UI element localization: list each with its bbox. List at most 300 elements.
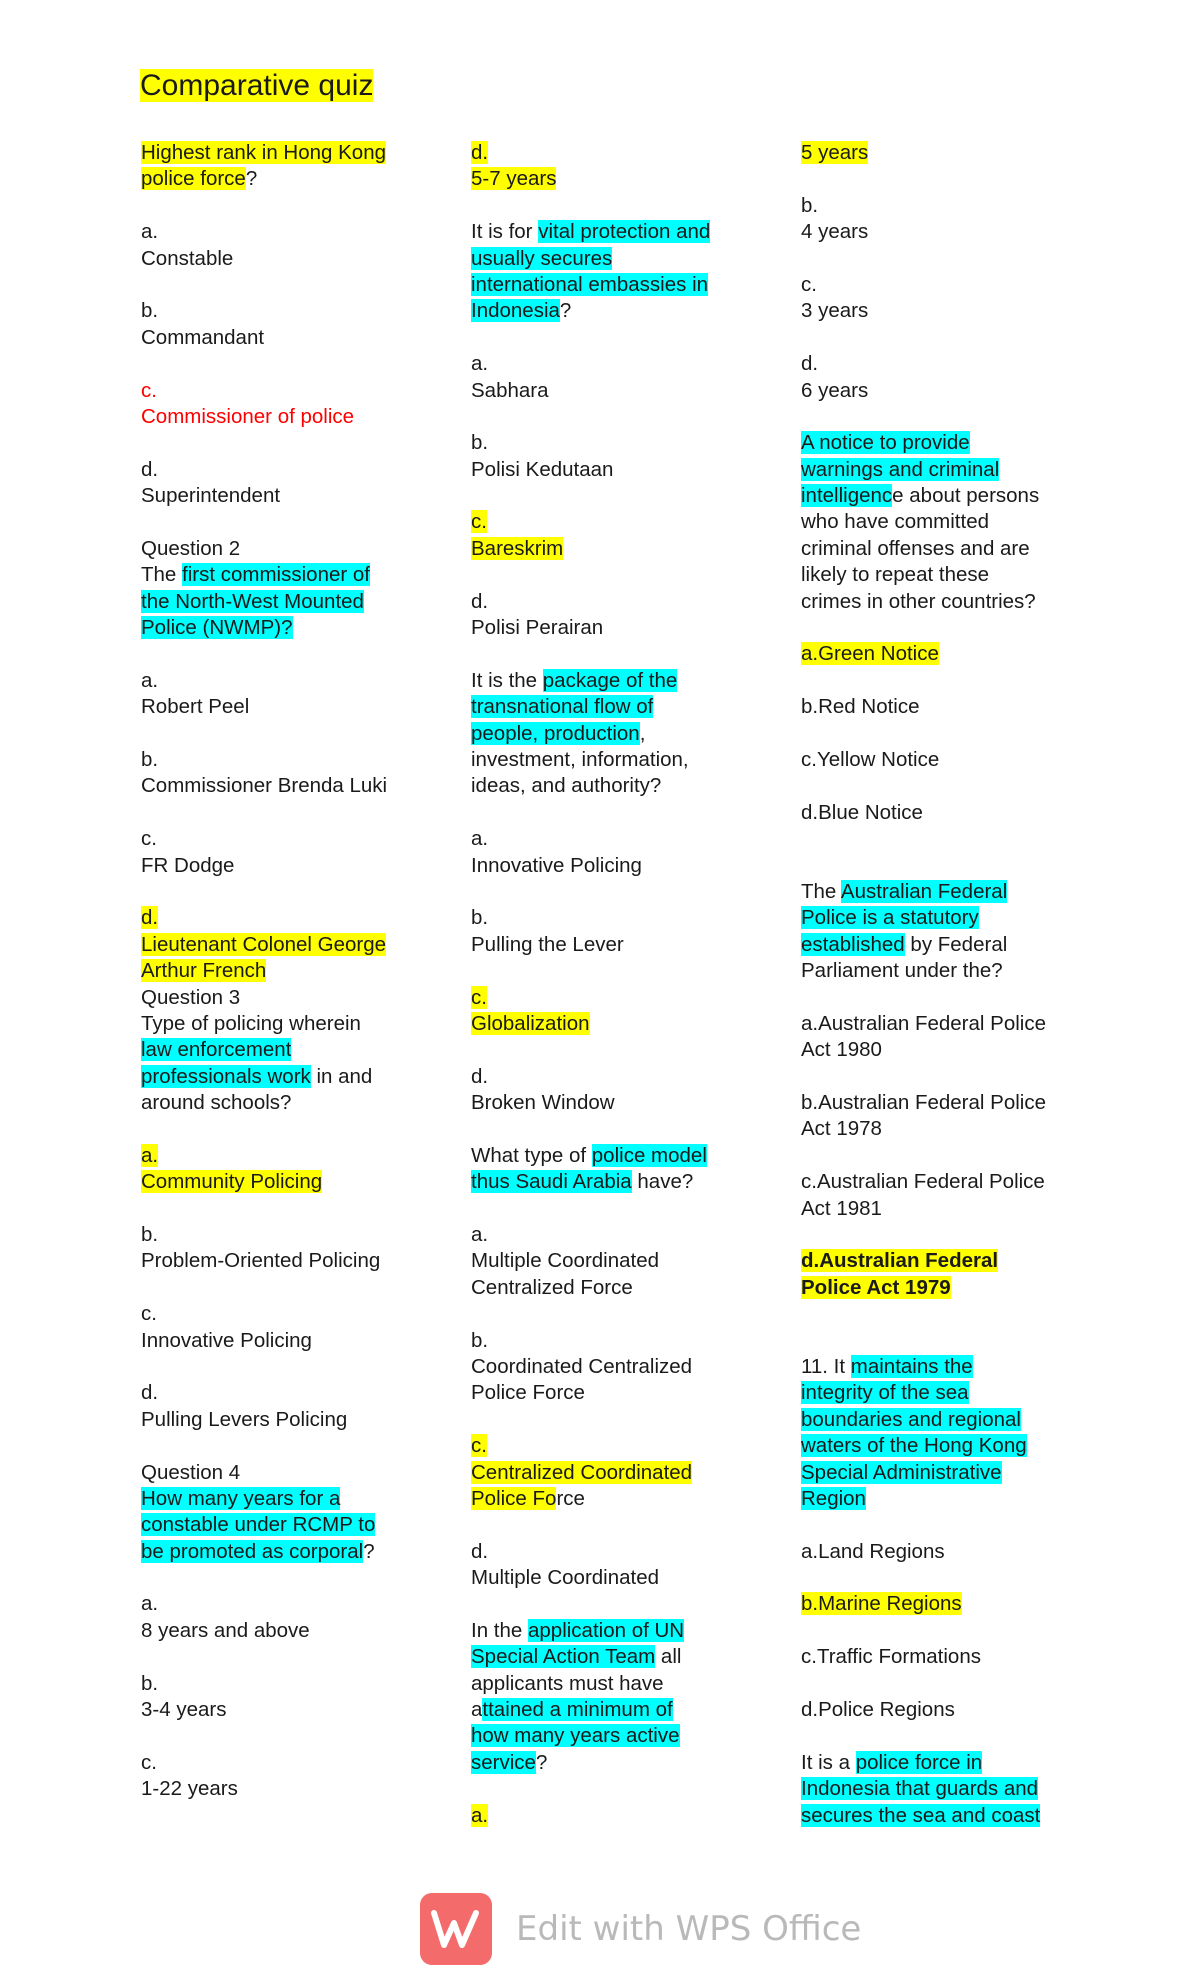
blank-line [471, 1196, 741, 1222]
highlighted-text: Bareskrim [471, 536, 564, 560]
quiz-text: Question 2 [141, 536, 241, 560]
quiz-line [801, 1750, 1071, 1776]
quiz-line [801, 641, 1071, 667]
quiz-column-3 [801, 140, 1071, 1829]
quiz-text: Question 3 [141, 985, 241, 1009]
blank-line [801, 246, 1071, 272]
quiz-line [141, 1591, 411, 1617]
wps-footer[interactable] [420, 1893, 861, 1965]
quiz-line [141, 1169, 411, 1195]
quiz-text: Innovative Policing [471, 853, 642, 877]
quiz-line [141, 668, 411, 694]
quiz-text: Multiple Coordinated [471, 1249, 660, 1273]
quiz-line [471, 351, 741, 377]
quiz-text: b. [141, 747, 159, 771]
quiz-line [471, 1011, 741, 1037]
highlighted-text: 5 years [801, 141, 869, 164]
highlighted-text: Globalization [471, 1011, 590, 1035]
highlighted-text: Special Action Team [471, 1645, 656, 1669]
quiz-text: criminal offenses and are [801, 536, 1030, 560]
quiz-line [141, 1328, 411, 1354]
highlighted-text: waters of the Hong Kong [801, 1434, 1027, 1458]
quiz-text: b. [471, 906, 489, 930]
quiz-line [471, 430, 741, 456]
quiz-text: by Federal [904, 932, 1008, 956]
blank-line [801, 1064, 1071, 1090]
quiz-text: Problem-Oriented Policing [141, 1249, 381, 1273]
quiz-line [471, 1565, 741, 1591]
quiz-line [471, 826, 741, 852]
quiz-text: Multiple Coordinated [471, 1566, 660, 1590]
quiz-line [141, 1539, 411, 1565]
quiz-line [141, 140, 411, 166]
quiz-text: Centralized Force [471, 1275, 633, 1299]
quiz-line [801, 1380, 1071, 1406]
quiz-line [801, 958, 1071, 984]
quiz-text: a.Australian Federal Police [801, 1011, 1046, 1035]
highlighted-text: how many years active [471, 1724, 680, 1748]
quiz-column-2 [471, 140, 741, 1829]
quiz-line [471, 1803, 741, 1829]
highlighted-text: people, production [471, 721, 640, 745]
quiz-text: a. [471, 1223, 489, 1247]
highlighted-text: the North-West Mounted [141, 589, 364, 613]
blank-line [141, 1723, 411, 1749]
quiz-line [471, 509, 741, 535]
quiz-text: Robert Peel [141, 695, 250, 719]
quiz-line [801, 536, 1071, 562]
highlighted-text: d. [141, 906, 159, 930]
blank-line [471, 1512, 741, 1538]
quiz-line [801, 483, 1071, 509]
quiz-line [141, 1407, 411, 1433]
quiz-text: ideas, and authority? [471, 774, 662, 798]
quiz-line [801, 1803, 1071, 1829]
blank-line [801, 166, 1071, 192]
highlighted-text: c. [471, 510, 487, 534]
blank-line [471, 958, 741, 984]
quiz-line [141, 826, 411, 852]
quiz-line [471, 1222, 741, 1248]
quiz-text: 11. It [801, 1354, 851, 1378]
quiz-text: ? [363, 1539, 375, 1563]
quiz-line [141, 1064, 411, 1090]
quiz-line [141, 404, 411, 430]
blank-line [801, 1618, 1071, 1644]
quiz-line [471, 298, 741, 324]
quiz-line [471, 1354, 741, 1380]
quiz-text: d. [141, 457, 159, 481]
quiz-text: Constable [141, 246, 234, 270]
blank-line [471, 1407, 741, 1433]
quiz-line [471, 1433, 741, 1459]
highlighted-text: c. [471, 985, 487, 1009]
highlighted-text: Special Administrative [801, 1460, 1002, 1484]
highlighted-text: d. [471, 141, 489, 164]
quiz-text: Act 1980 [801, 1038, 882, 1062]
blank-line [141, 1644, 411, 1670]
blank-line [471, 325, 741, 351]
quiz-line [141, 747, 411, 773]
quiz-text: b. [801, 193, 819, 217]
quiz-line [801, 1169, 1071, 1195]
blank-line [471, 562, 741, 588]
quiz-text: a. [471, 352, 489, 376]
quiz-text: Innovative Policing [141, 1328, 312, 1352]
blank-line [801, 1328, 1071, 1354]
highlighted-text: first commissioner of [182, 563, 370, 587]
edit-with-wps-link[interactable]: Edit with WPS Office [516, 1909, 862, 1949]
blank-line [471, 1591, 741, 1617]
quiz-line [141, 483, 411, 509]
quiz-line [471, 615, 741, 641]
quiz-text: d.Blue Notice [801, 800, 923, 824]
quiz-text: , [639, 721, 646, 745]
quiz-line [471, 853, 741, 879]
blank-line [801, 1671, 1071, 1697]
quiz-line [141, 1037, 411, 1063]
quiz-text: Pulling Levers Policing [141, 1407, 348, 1431]
quiz-text: d. [801, 352, 819, 376]
quiz-text: The [801, 879, 841, 903]
quiz-line [471, 1460, 741, 1486]
quiz-line [471, 721, 741, 747]
blank-line [141, 430, 411, 456]
quiz-text: a. [141, 220, 159, 244]
quiz-line [801, 193, 1071, 219]
blank-line [471, 193, 741, 219]
quiz-line [801, 457, 1071, 483]
quiz-line [471, 1090, 741, 1116]
quiz-text: Police Force [471, 1381, 585, 1405]
highlighted-text: Lieutenant Colonel George [141, 932, 387, 956]
quiz-text: Commissioner Brenda Luki [141, 774, 388, 798]
quiz-text: d. [141, 1381, 159, 1405]
blank-line [471, 1037, 741, 1063]
highlighted-text: Community Policing [141, 1170, 323, 1194]
quiz-line [141, 1301, 411, 1327]
quiz-line [471, 1064, 741, 1090]
highlighted-text: maintains the [850, 1354, 973, 1378]
quiz-text: b.Red Notice [801, 695, 920, 719]
quiz-text: b. [471, 1328, 489, 1352]
highlighted-text: service [471, 1750, 536, 1774]
quiz-text: What type of [471, 1143, 592, 1167]
quiz-line [801, 1407, 1071, 1433]
quiz-text: a.Land Regions [801, 1539, 945, 1563]
quiz-text: The [141, 563, 183, 587]
highlighted-text: b.Marine Regions [801, 1592, 962, 1616]
quiz-line [471, 1697, 741, 1723]
quiz-line [471, 589, 741, 615]
quiz-line [471, 1539, 741, 1565]
page-title: Comparative quiz [140, 69, 374, 102]
quiz-line [471, 378, 741, 404]
quiz-line [141, 1776, 411, 1802]
quiz-line [141, 1486, 411, 1512]
quiz-line [801, 694, 1071, 720]
quiz-text: c.Yellow Notice [801, 747, 940, 771]
blank-line [471, 1301, 741, 1327]
highlighted-text: usually secures [471, 246, 613, 270]
quiz-line [471, 1143, 741, 1169]
highlighted-text: vital protection and [538, 220, 711, 244]
quiz-line [141, 1380, 411, 1406]
highlighted-text: ttained a minimum of [482, 1698, 673, 1722]
quiz-line [471, 140, 741, 166]
highlighted-text: Police is a statutory [801, 906, 979, 930]
highlighted-text: established [801, 932, 905, 956]
quiz-text: Sabhara [471, 378, 549, 402]
quiz-line [141, 219, 411, 245]
quiz-line [141, 1143, 411, 1169]
blank-line [141, 1565, 411, 1591]
quiz-text: In the [471, 1618, 528, 1642]
quiz-text: ? [559, 299, 572, 323]
blank-line [141, 800, 411, 826]
quiz-line [801, 1011, 1071, 1037]
quiz-line [141, 325, 411, 351]
quiz-text: Commandant [141, 325, 265, 349]
quiz-text: c.Traffic Formations [801, 1645, 981, 1669]
highlighted-text: thus Saudi Arabia [471, 1170, 632, 1194]
quiz-text: likely to repeat these [801, 563, 990, 587]
quiz-line [471, 985, 741, 1011]
quiz-line [471, 246, 741, 272]
quiz-text: It is a [801, 1750, 856, 1774]
quiz-text: have? [631, 1170, 694, 1194]
blank-line [141, 509, 411, 535]
quiz-line [471, 219, 741, 245]
wps-logo-icon[interactable] [420, 1893, 492, 1965]
quiz-line [801, 800, 1071, 826]
quiz-line [141, 1697, 411, 1723]
blank-line [141, 721, 411, 747]
quiz-line [801, 1090, 1071, 1116]
blank-line [141, 193, 411, 219]
quiz-text: c. [141, 1302, 157, 1326]
quiz-line [471, 747, 741, 773]
highlighted-text: Australian Federal [840, 879, 1008, 903]
highlighted-text: a.Green Notice [801, 642, 939, 666]
highlighted-text: warnings and criminal [801, 457, 1000, 481]
quiz-text: d. [471, 1539, 489, 1563]
quiz-line [471, 1169, 741, 1195]
quiz-line [801, 1591, 1071, 1617]
quiz-line [471, 1671, 741, 1697]
highlighted-text: police force in [855, 1750, 983, 1774]
quiz-line [801, 1539, 1071, 1565]
quiz-line [141, 378, 411, 404]
quiz-text: c. [141, 827, 157, 851]
quiz-line [801, 272, 1071, 298]
quiz-text: Coordinated Centralized [471, 1354, 693, 1378]
quiz-line [801, 905, 1071, 931]
quiz-line [801, 1644, 1071, 1670]
quiz-line [141, 853, 411, 879]
blank-line [801, 721, 1071, 747]
quiz-text: a [471, 1698, 483, 1722]
quiz-line [141, 1222, 411, 1248]
quiz-text: investment, information, [471, 747, 689, 771]
blank-line [141, 1196, 411, 1222]
quiz-text: d. [471, 1064, 489, 1088]
quiz-text: Type of policing wherein [141, 1011, 361, 1035]
quiz-line [801, 1037, 1071, 1063]
quiz-line [141, 1090, 411, 1116]
quiz-text: a. [141, 1592, 159, 1616]
quiz-text: Act 1978 [801, 1117, 882, 1141]
quiz-text: b.Australian Federal Police [801, 1091, 1046, 1115]
blank-line [801, 615, 1071, 641]
highlighted-text: application of UN [528, 1618, 685, 1642]
quiz-text: 3 years [801, 299, 869, 323]
blank-line [141, 641, 411, 667]
quiz-line [141, 536, 411, 562]
quiz-line [801, 1460, 1071, 1486]
quiz-line [801, 1116, 1071, 1142]
blank-line [801, 985, 1071, 1011]
quiz-text: crimes in other countries? [801, 589, 1036, 613]
quiz-text: all [655, 1645, 682, 1669]
blank-line [801, 668, 1071, 694]
quiz-text: 1-22 years [141, 1777, 238, 1801]
quiz-line [471, 166, 741, 192]
quiz-line [471, 932, 741, 958]
blank-line [801, 325, 1071, 351]
quiz-text: c. [141, 378, 157, 402]
quiz-line [471, 1750, 741, 1776]
quiz-text: c.Australian Federal Police [801, 1170, 1045, 1194]
quiz-line [141, 958, 411, 984]
quiz-text: ? [535, 1750, 548, 1774]
quiz-line [801, 430, 1071, 456]
highlighted-text: be promoted as corporal [141, 1539, 364, 1563]
quiz-text: e about persons [892, 484, 1040, 508]
quiz-text: c. [141, 1750, 157, 1774]
blank-line [471, 879, 741, 905]
highlighted-text: Indonesia [471, 299, 560, 323]
quiz-line [471, 1618, 741, 1644]
highlighted-text: Centralized Coordinated [471, 1460, 693, 1484]
quiz-line [801, 351, 1071, 377]
quiz-line [471, 1486, 741, 1512]
quiz-line [141, 1671, 411, 1697]
quiz-line [141, 932, 411, 958]
highlighted-text: d.Australian Federal [801, 1249, 999, 1273]
quiz-line [801, 1486, 1071, 1512]
quiz-text: 3-4 years [141, 1698, 227, 1722]
quiz-text: Polisi Perairan [471, 616, 604, 640]
quiz-line [801, 1248, 1071, 1274]
highlighted-text: police force [141, 167, 246, 191]
quiz-line [801, 1433, 1071, 1459]
quiz-text: b. [141, 299, 159, 323]
quiz-line [801, 1354, 1071, 1380]
blank-line [141, 1354, 411, 1380]
quiz-line [801, 747, 1071, 773]
highlighted-text: police model [591, 1143, 707, 1167]
quiz-text: around schools? [141, 1091, 292, 1115]
blank-line [141, 879, 411, 905]
quiz-line [471, 1328, 741, 1354]
quiz-line [471, 694, 741, 720]
quiz-line [471, 905, 741, 931]
quiz-line [141, 166, 411, 192]
quiz-text: It is the [471, 668, 543, 692]
highlighted-text: package of the [542, 668, 678, 692]
blank-line [801, 1565, 1071, 1591]
quiz-line [471, 1275, 741, 1301]
blank-line [471, 483, 741, 509]
quiz-line [141, 985, 411, 1011]
quiz-line [141, 1618, 411, 1644]
quiz-line [141, 562, 411, 588]
quiz-text: Act 1981 [801, 1196, 882, 1220]
quiz-line [801, 298, 1071, 324]
highlighted-text: Arthur French [141, 959, 267, 983]
quiz-line [801, 1275, 1071, 1301]
quiz-text: 8 years and above [141, 1618, 310, 1642]
blank-line [141, 351, 411, 377]
blank-line [471, 800, 741, 826]
highlighted-text: transnational flow of [471, 695, 654, 719]
quiz-line [471, 668, 741, 694]
quiz-text: Commissioner of police [141, 404, 355, 428]
highlighted-text: intelligenc [801, 484, 893, 508]
highlighted-text: secures the sea and coast [801, 1803, 1041, 1827]
quiz-text: d. [471, 589, 489, 613]
quiz-text: It is for [471, 220, 539, 244]
blank-line [141, 1433, 411, 1459]
highlighted-text: professionals work [141, 1064, 311, 1088]
quiz-line [801, 932, 1071, 958]
quiz-line [141, 589, 411, 615]
highlighted-text: c. [471, 1434, 487, 1458]
quiz-text: a. [141, 668, 159, 692]
blank-line [471, 641, 741, 667]
highlighted-text: international embassies in [471, 272, 709, 296]
quiz-line [141, 1248, 411, 1274]
blank-line [471, 1116, 741, 1142]
quiz-line [141, 615, 411, 641]
highlighted-text: boundaries and regional [801, 1407, 1021, 1431]
blank-line [801, 1222, 1071, 1248]
quiz-text: Parliament under the? [801, 959, 1003, 983]
quiz-line [471, 1248, 741, 1274]
quiz-text: Broken Window [471, 1091, 615, 1115]
quiz-line [801, 140, 1071, 166]
highlighted-text: a. [141, 1143, 159, 1167]
quiz-line [801, 589, 1071, 615]
quiz-text: a. [471, 827, 489, 851]
quiz-line [471, 1644, 741, 1670]
quiz-text: b. [471, 431, 489, 455]
quiz-line [471, 773, 741, 799]
quiz-line [141, 1011, 411, 1037]
quiz-text: Polisi Kedutaan [471, 457, 614, 481]
highlighted-text: A notice to provide [801, 431, 970, 455]
highlighted-text: 5-7 years [471, 167, 557, 191]
quiz-text: in and [310, 1064, 373, 1088]
highlighted-text: a. [471, 1803, 489, 1827]
quiz-line [141, 246, 411, 272]
quiz-column-1 [141, 140, 411, 1803]
quiz-text: Question 4 [141, 1460, 241, 1484]
quiz-line [471, 536, 741, 562]
quiz-line [801, 1196, 1071, 1222]
quiz-text: d.Police Regions [801, 1698, 955, 1722]
